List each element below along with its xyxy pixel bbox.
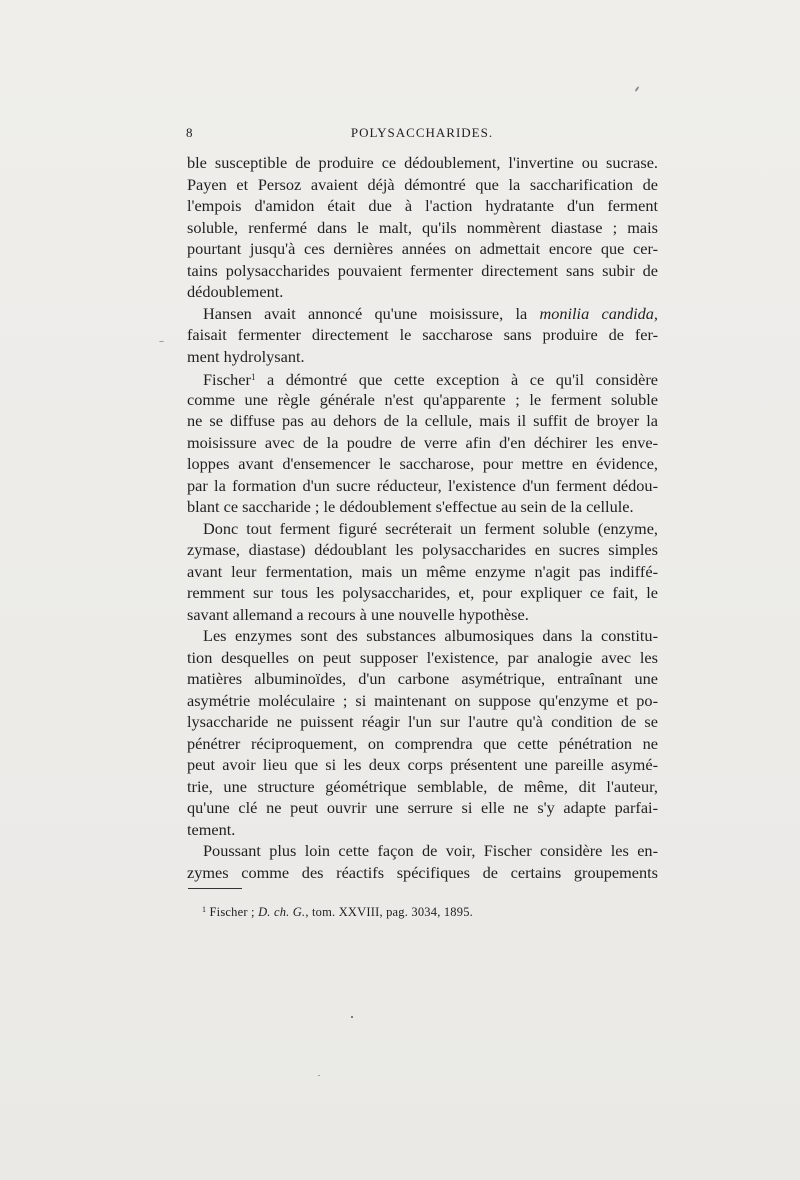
scan-speck xyxy=(351,1016,353,1018)
text-run: Fischer xyxy=(203,370,251,389)
footnote-journal: D. ch. G. xyxy=(258,905,306,919)
text-line: avant leur fermentation, mais un même enzyme n'agit pas indiffé- xyxy=(187,561,658,581)
paragraph-5 xyxy=(187,625,658,840)
text-line: zymes comme des réactifs spécifiques de certains groupements xyxy=(187,862,658,882)
text-line: ne se diffuse pas au dehors de la cellule, mais il suffit de broyer la xyxy=(187,411,658,430)
text-run: a démontré que cette exception à ce qu'il considère xyxy=(255,370,658,389)
running-title: POLYSACCHARIDES. xyxy=(350,125,494,140)
text-line xyxy=(187,367,658,389)
paragraph-2 xyxy=(187,303,658,368)
text-line: zymase, diastase) dédoublant les polysaccharides en sucres simples xyxy=(187,540,658,559)
text-line: dédoublement. xyxy=(187,282,284,301)
text-line: Les enzymes sont des substances albumosiques dans la constitu- xyxy=(203,626,658,645)
text-line: asymétrie moléculaire ; si maintenant on suppose qu'enzyme et po- xyxy=(187,690,658,710)
text-line: ment hydrolysant. xyxy=(187,346,305,366)
footnote-marker: 1 xyxy=(250,372,256,382)
text-line: lysaccharide ne puissent réagir l'un sur l'autre qu'à condition de se xyxy=(187,712,658,731)
running-header xyxy=(186,125,658,145)
text-line: tion desquelles on peut supposer l'existence, par analogie avec les xyxy=(187,647,658,667)
text-line: qu'une clé ne peut ouvrir une serrure si elle ne s'y adapte parfai- xyxy=(187,798,658,817)
paragraph-6 xyxy=(187,840,658,883)
text-run: Hansen avait annoncé qu'une moisissure, la xyxy=(203,303,540,323)
text-line: pénétrer réciproquement, on comprendra que cette pénétration ne xyxy=(187,733,658,753)
paragraph-3 xyxy=(187,367,658,518)
text-line: remment sur tous les polysaccharides, et, pour expliquer ce fait, le xyxy=(187,583,658,602)
page-number: 8 xyxy=(186,125,193,140)
text-line: tains polysaccharides pouvaient fermenter directement sans subir de xyxy=(187,260,658,280)
footnote-separator xyxy=(188,888,242,889)
text-line: loppes avant d'ensemencer le saccharose, pour mettre en évidence, xyxy=(187,454,658,473)
text-line: peut avoir lieu que si les deux corps présentent une pareille asymé- xyxy=(187,755,658,774)
italic-term: monilia candida, xyxy=(539,303,658,323)
text-line: soluble, renfermé dans le malt, qu'ils nommèrent diastase ; mais xyxy=(187,217,658,237)
text-line: pourtant jusqu'à ces dernières années on admettait encore que cer- xyxy=(187,239,658,258)
scan-speck xyxy=(159,341,164,342)
text-line: Payen et Persoz avaient déjà démontré que la saccharification de xyxy=(187,174,658,194)
scan-speck xyxy=(634,86,639,92)
text-line: matières albuminoïdes, d'un carbone asymétrique, entraînant une xyxy=(187,669,658,688)
text-line: moisissure avec de la poudre de verre afin d'en déchirer les enve- xyxy=(187,432,658,452)
text-line: trie, une structure géométrique semblable, de même, dit l'auteur, xyxy=(187,776,658,796)
text-line: faisait fermenter directement le saccharose sans produire de fer- xyxy=(187,325,658,344)
scan-speck xyxy=(318,1075,320,1076)
text-line: tement. xyxy=(187,819,236,839)
text-line: comme une règle générale n'est qu'apparente ; le ferment soluble xyxy=(187,389,658,409)
text-line: ble susceptible de produire ce dédoublement, l'invertine ou sucrase. xyxy=(187,153,658,172)
paragraph-4 xyxy=(187,518,658,626)
paragraph-1 xyxy=(187,152,658,303)
text-line: Donc tout ferment figuré secréterait un ferment soluble (enzyme, xyxy=(203,518,658,538)
footnote-mark: 1 xyxy=(202,905,207,914)
text-line: Poussant plus loin cette façon de voir, Fischer considère les en- xyxy=(203,841,658,860)
footnote-reference: , tom. XXVIII, pag. 3034, 1895. xyxy=(305,905,473,919)
text-line xyxy=(187,303,658,325)
footnote-author: Fischer ; xyxy=(206,905,259,919)
body-text xyxy=(187,152,658,883)
text-line: savant allemand a recours à une nouvelle hypothèse. xyxy=(187,604,529,624)
text-line: l'empois d'amidon était due à l'action hydratante d'un ferment xyxy=(187,196,658,215)
text-line: blant ce saccharide ; le dédoublement s'effectue au sein de la cellule. xyxy=(187,497,634,516)
footnote xyxy=(202,905,473,920)
text-line: par la formation d'un sucre réducteur, l'existence d'un ferment dédou- xyxy=(187,475,658,495)
